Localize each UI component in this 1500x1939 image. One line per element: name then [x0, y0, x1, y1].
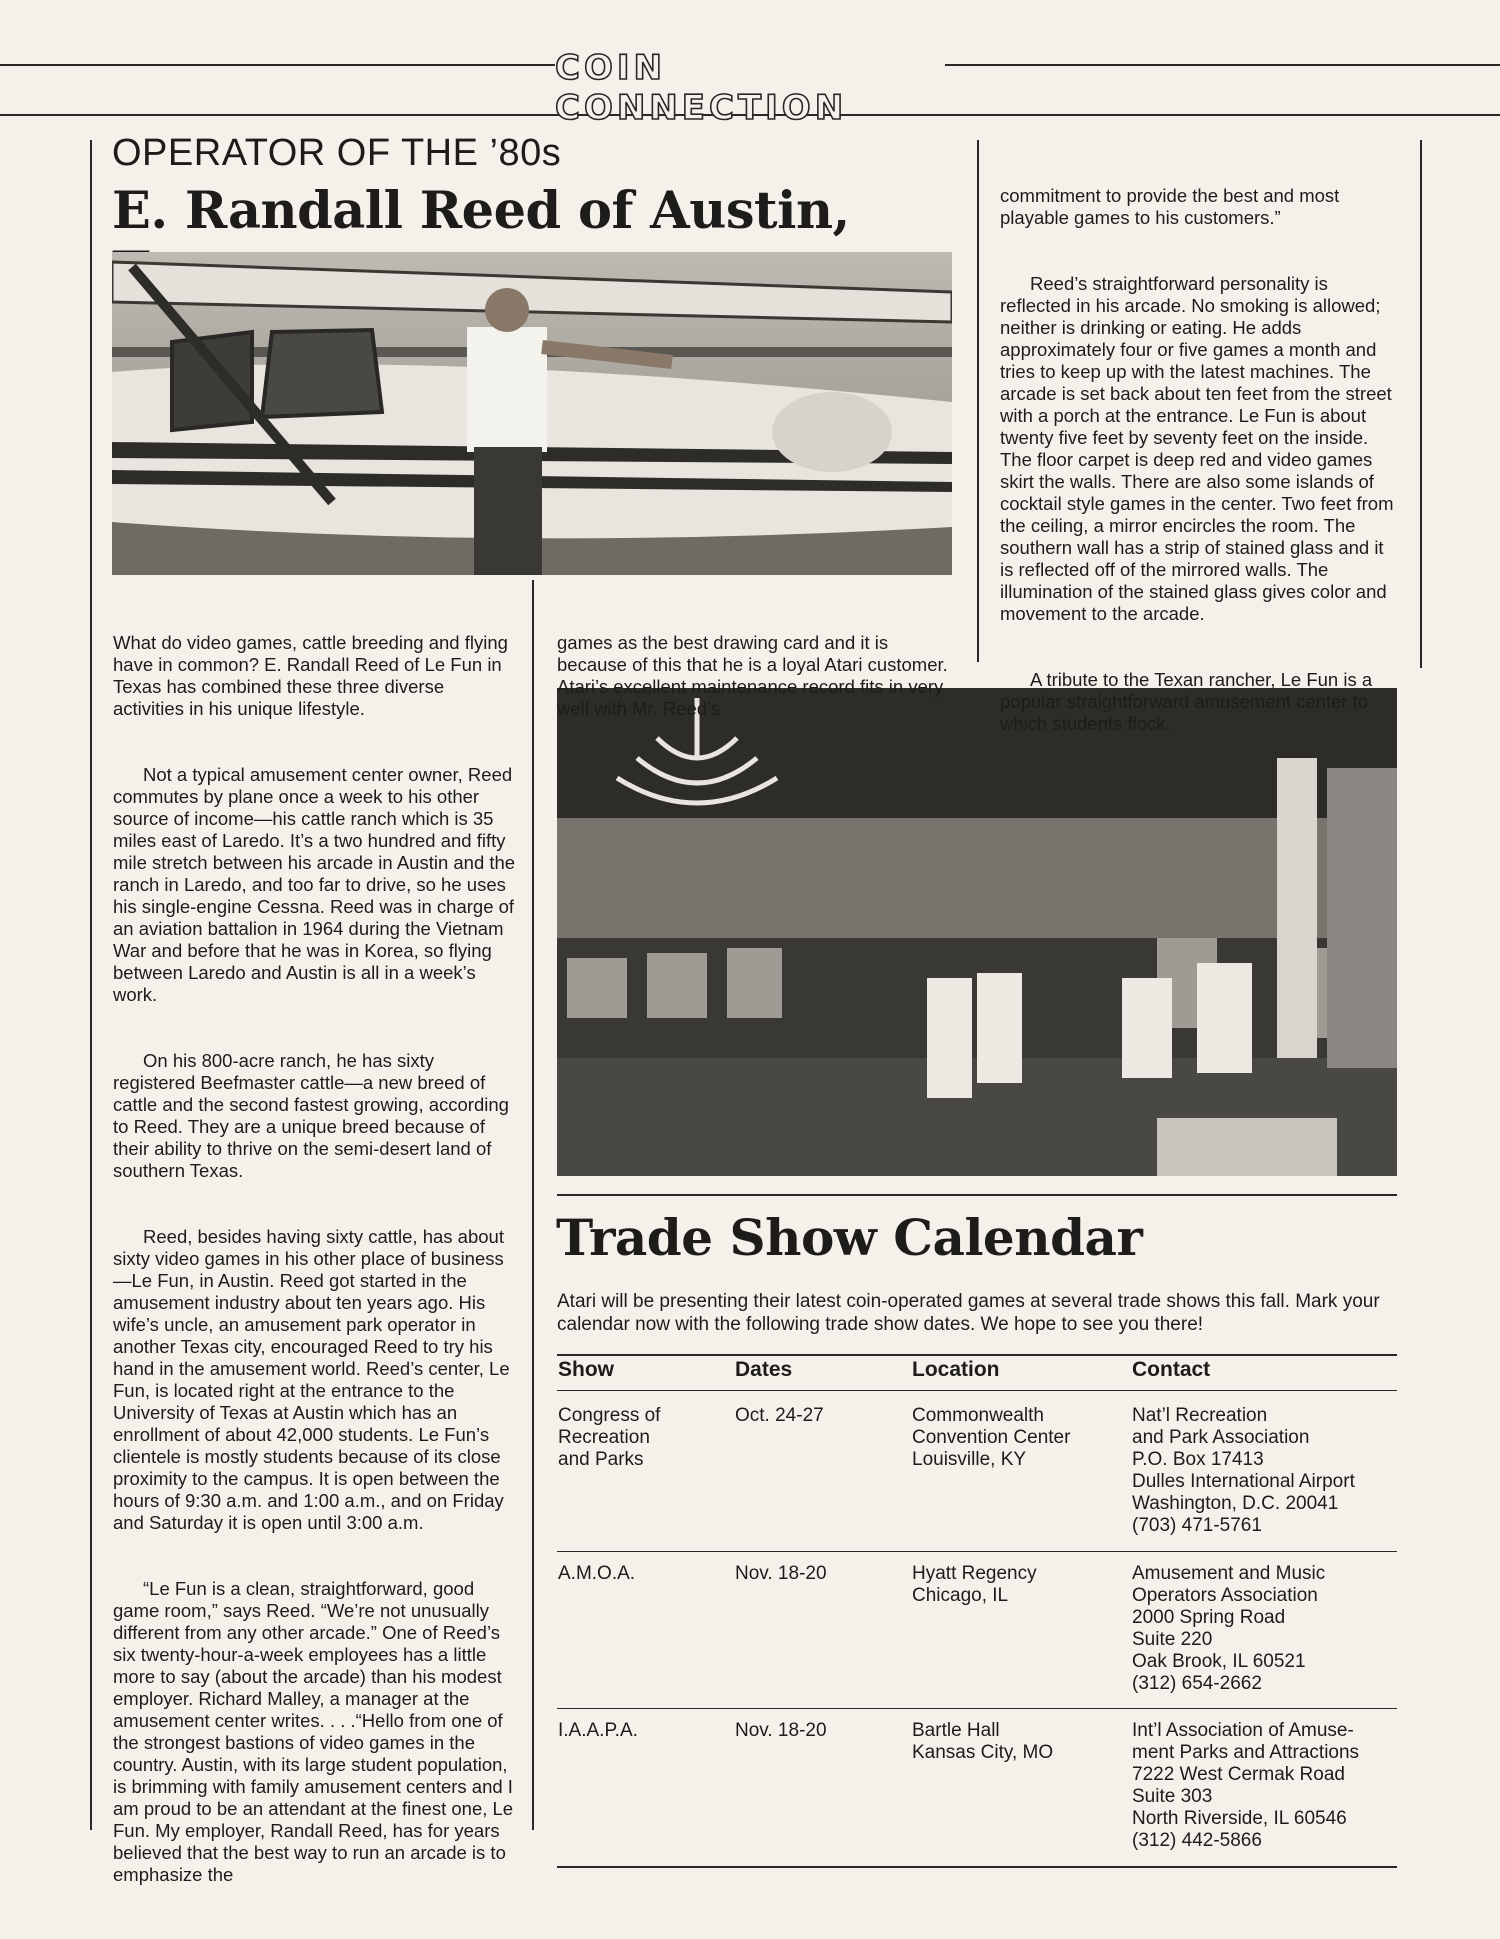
- plane-photo-illustration: [112, 252, 952, 575]
- photo-reed-with-cessna: [112, 252, 952, 575]
- row-divider: [557, 1551, 1397, 1552]
- masthead-logo-text: COIN CONNECTION: [555, 48, 848, 128]
- table-row-contact: Nat’l Recreation and Park Association P.O. Box 17413 Dulles International Airport Washington, D.C. 20041 (703) 471-5761: [1132, 1405, 1355, 1536]
- column-header-show: Show: [558, 1358, 614, 1381]
- calendar-header-rule: [557, 1354, 1397, 1356]
- table-row-show: I.A.A.P.A.: [558, 1720, 638, 1741]
- col1-paragraph: Reed, besides having sixty cattle, has about sixty video games in his other place of business—Le Fun, in Austin. Reed got started in the amusement industry about ten years ago. His wife’s uncle, an amusement park operator in another Texas city, encouraged Reed to try his hand in the amusement world. Reed’s center, Le Fun, is located right at the entrance to the University of Texas at Austin which has an enrollment of about 42,000 students. Le Fun’s clientele is mostly students because of its close proximity to the campus. It is open between the hours of 9:30 a.m. and 1:00 a.m., and on Friday and Saturday it is open until 3:00 a.m.: [113, 1226, 515, 1533]
- col1-paragraph: On his 800-acre ranch, he has sixty registered Beefmaster cattle—a new breed of cattle and the second fastest growing, according to Reed. They are a unique breed because of their ability to thrive on the semi-desert land of southern Texas.: [113, 1050, 515, 1181]
- masthead-logo: [555, 48, 945, 128]
- table-row-dates: Oct. 24-27: [735, 1405, 824, 1426]
- row-divider: [557, 1708, 1397, 1709]
- article-column-3: [1000, 141, 1400, 757]
- col3-paragraph: commitment to provide the best and most playable games to his customers.”: [1000, 185, 1345, 228]
- table-row-dates: Nov. 18-20: [735, 1720, 827, 1741]
- table-row-location: Commonwealth Convention Center Louisville, KY: [912, 1405, 1071, 1470]
- calendar-bottom-rule: [557, 1866, 1397, 1868]
- column-rule-right: [1420, 140, 1422, 668]
- article-headline: E. Randall Reed of Austin,: [112, 181, 850, 241]
- col1-paragraph: “Le Fun is a clean, straightforward, good game room,” says Reed. “We’re not unusually different from any other arcade.” One of Reed’s six twenty-hour-a-week employees has a little more to say (about the arcade) than his modest employer. Richard Malley, a manager at the amusement center writes. . . .“Hello from one of the strongest bastions of video games in the country. Austin, with its large student population, is brimming with family amusement centers and I am proud to be an attendant at the finest one, Le Fun. My employer, Randall Reed, has for years believed that the best way to run an arcade is to emphasize the: [113, 1578, 519, 1885]
- col3-paragraph: Reed’s straightforward personality is reflected in his arcade. No smoking is allowed; neither is drinking or eating. He adds approximately four or five games a month and tries to keep up with the latest machines. The arcade is set back about ten feet from the street with a porch at the entrance. Le Fun is about twenty five feet by seventy feet on the inside. The floor carpet is deep red and video games skirt the walls. There are also some islands of cocktail style games in the center. Two feet from the ceiling, a mirror encircles the room. The southern wall has a strip of stained glass and it is reflected off of the mirrored walls. The illumination of the stained glass gives color and movement to the arcade.: [1000, 273, 1399, 624]
- col3-paragraph: A tribute to the Texan rancher, Le Fun is a popular straightforward amusement center to which students flock.: [1000, 669, 1378, 734]
- calendar-subheader-rule: [557, 1390, 1397, 1391]
- table-row-location: Hyatt Regency Chicago, IL: [912, 1563, 1037, 1606]
- col1-paragraph: Not a typical amusement center owner, Reed commutes by plane once a week to his other source of income—his cattle ranch which is 35 miles east of Laredo. It’s a two hundred and fifty mile stretch between his arcade in Austin and the ranch in Laredo, and too far to drive, so he uses his single-engine Cessna. Reed was in charge of an aviation battalion in 1964 during the Vietnam War and before that he was in Korea, so flying between Laredo and Austin is all in a week’s work.: [113, 764, 521, 1005]
- calendar-intro: Atari will be presenting their latest coin-operated games at several trade shows this fall. Mark your calendar now with the following trade show dates. We hope to see you there!: [557, 1291, 1380, 1335]
- arcade-photo-illustration: [557, 688, 1397, 1176]
- table-row-contact: Amusement and Music Operators Association 2000 Spring Road Suite 220 Oak Brook, IL 60521 (312) 654-2662: [1132, 1563, 1326, 1694]
- column-header-location: Location: [912, 1358, 1000, 1381]
- table-row-dates: Nov. 18-20: [735, 1563, 827, 1584]
- calendar-title: Trade Show Calendar: [556, 1208, 1143, 1267]
- article-column-1: [113, 588, 521, 1908]
- column-rule-middle: [532, 580, 534, 1830]
- table-row-location: Bartle Hall Kansas City, MO: [912, 1720, 1054, 1763]
- col2-paragraph: games as the best drawing card and it is because of this that he is a loyal Atari customer. Atari’s excellent maintenance record fits in very well with Mr. Reed’s: [557, 632, 952, 719]
- calendar-top-rule: [557, 1194, 1397, 1196]
- table-row-show: Congress of Recreation and Parks: [558, 1405, 661, 1470]
- column-header-dates: Dates: [735, 1358, 793, 1381]
- table-row-show: A.M.O.A.: [558, 1563, 636, 1584]
- col1-paragraph: What do video games, cattle breeding and flying have in common? E. Randall Reed of Le Fun in Texas has combined these three diverse activities in his unique lifestyle.: [113, 632, 514, 719]
- article-kicker: OPERATOR OF THE ’80s: [112, 132, 562, 174]
- article-column-2: [557, 588, 957, 742]
- photo-le-fun-arcade-interior: [557, 688, 1397, 1176]
- column-rule-upper-right: [977, 140, 979, 662]
- table-row-contact: Int’l Association of Amuse- ment Parks and Attractions 7222 West Cermak Road Suite 303 North Riverside, IL 60546 (312) 442-5866: [1132, 1720, 1360, 1851]
- column-header-contact: Contact: [1132, 1358, 1211, 1381]
- column-rule-left: [90, 140, 92, 1830]
